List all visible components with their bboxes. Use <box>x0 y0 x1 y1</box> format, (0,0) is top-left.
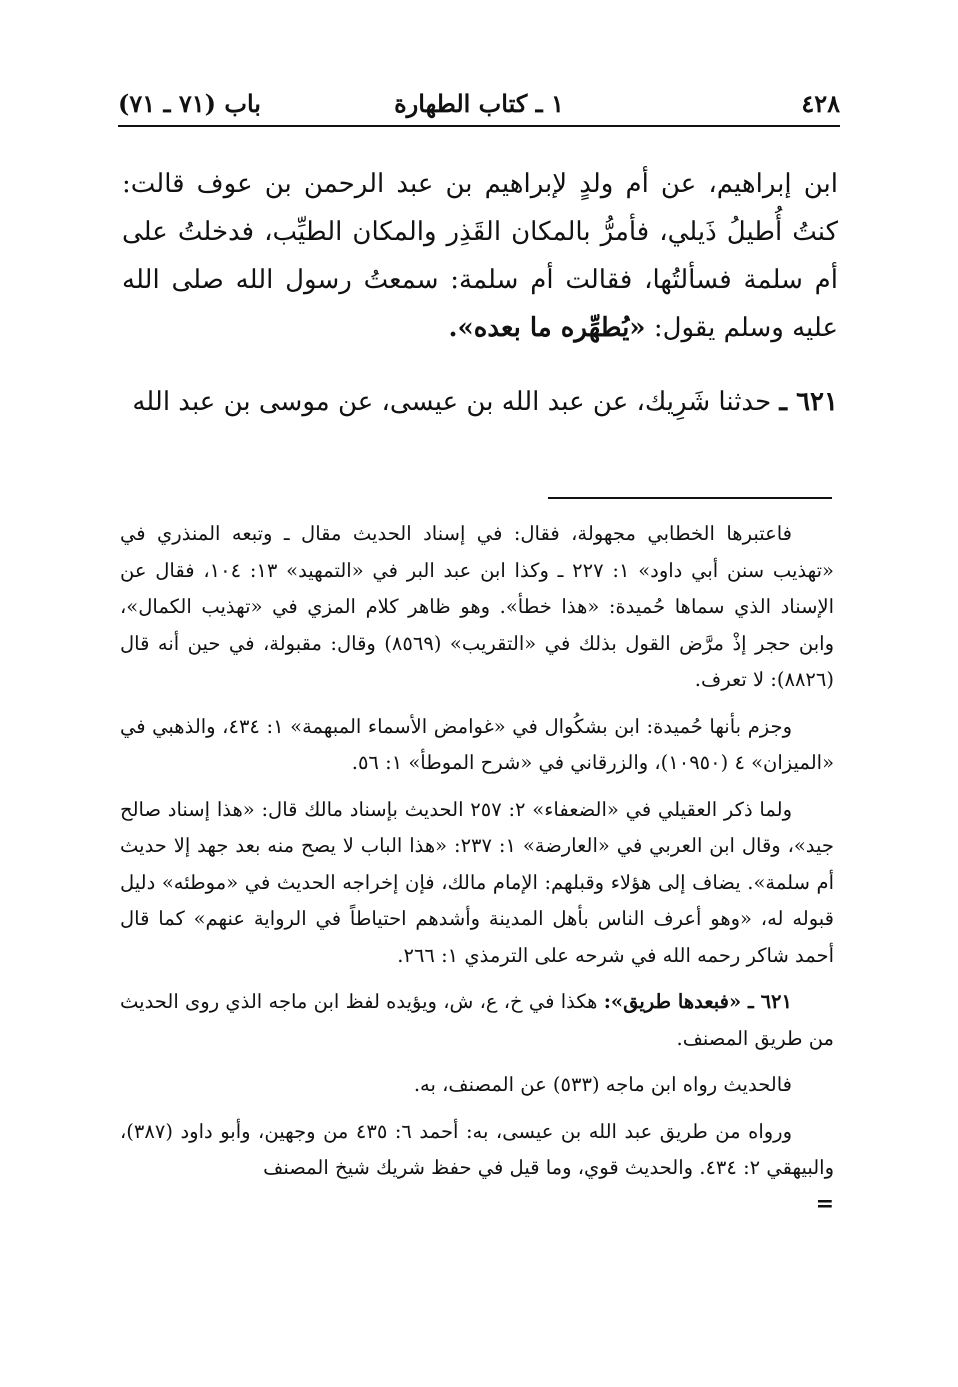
hadith-621-number: ٦٢١ ـ <box>779 387 838 417</box>
hadith-620-saying: «يُطهِّره ما بعده». <box>448 313 646 343</box>
hadith-621-text <box>122 378 838 426</box>
footnote-paragraph: فاعتبرها الخطابي مجهولة، فقال: في إسناد الحديث مقال ـ وتبعه المنذري في «تهذيب سنن أبي داود» ١: ٢٢٧ ـ وكذا ابن عبد البر في «التمهيد» ١٣: ١٠٤، فقال عن الإسناد الذي سماها حُميدة: «هذا خطأ». وهو ظاهر كلام المزي في «تهذيب الكمال»، وابن حجر إذْ مرَّض القول بذلك في «التقريب» (٨٥٦٩) وقال: مقبولة، في حين أنه قال (٨٨٢٦): لا تعرف. <box>120 522 834 691</box>
chapter-label: باب (٧١ ـ ٧١) <box>118 89 261 118</box>
hadith-621-isnad: حدثنا شَرِيك، عن عبد الله بن عيسى، عن موسى بن عبد الله <box>132 387 772 417</box>
continuation-mark: = <box>815 1190 834 1217</box>
header-rule <box>118 125 840 127</box>
footnote-paragraph: ولما ذكر العقيلي في «الضعفاء» ٢: ٢٥٧ الحديث بإسناد مالك قال: «هذا إسناد صالح جيد»، وقال ابن العربي في «العارضة» ١: ٢٣٧: «هذا الباب لا يصح منه بعد جهد إلا حديث أم سلمة». يضاف إلى هؤلاء وقبلهم: الإمام مالك، فإن إخراجه الحديث في «موطئه» دليل قبوله له، «وهو أعرف الناس بأهل المدينة وأشدهم احتياطاً في الرواية عنهم» كما قال أحمد شاكر رحمه الله في شرحه على الترمذي ١: ٢٦٦. <box>120 797 834 967</box>
footnote-paragraph: فالحديث رواه ابن ماجه (٥٣٣) عن المصنف، به. <box>413 1073 792 1096</box>
main-text <box>122 160 838 426</box>
hadith-620-narration: ابن إبراهيم، عن أم ولدٍ لإبراهيم بن عبد الرحمن بن عوف قالت: كنتُ أُطيلُ ذَيلي، فأمرُّ بالمكان القَذِر والمكان الطيِّب، فدخلتُ على أم سلمة فسألتُها، فقالت أم سلمة: سمعتُ رسول الله صلى الله عليه وسلم يقول: <box>122 169 838 343</box>
page-number: ٤٢٨ <box>801 89 840 118</box>
footnote-paragraph: وجزم بأنها حُميدة: ابن بشكُوال في «غوامض الأسماء المبهمة» ١: ٤٣٤، والذهبي في «الميزان» ٤ (١٠٩٥٠)، والزرقاني في «شرح الموطأ» ١: ٥٦. <box>120 714 834 774</box>
running-header <box>118 84 840 126</box>
footnote-621-text: هكذا في خ، ع، ش، ويؤيده لفظ ابن ماجه الذي روى الحديث من طريق المصنف. <box>120 990 834 1050</box>
hadith-620-text <box>122 160 838 352</box>
footnotes <box>120 516 834 1225</box>
footnote-621-head: ٦٢١ ـ «فبعدها طريق»: <box>603 990 792 1013</box>
footnote-paragraph: ورواه من طريق عبد الله بن عيسى، به: أحمد ٦: ٤٣٥ من وجهين، وأبو داود (٣٨٧)، والبيهقي ٢: ٤٣٤. والحديث قوي، وما قيل في حفظ شريك شيخ المصنف <box>120 1119 834 1179</box>
footnote-621 <box>120 984 834 1057</box>
book-title: ١ ـ كتاب الطهارة <box>394 89 564 118</box>
footnote-separator <box>548 497 832 499</box>
